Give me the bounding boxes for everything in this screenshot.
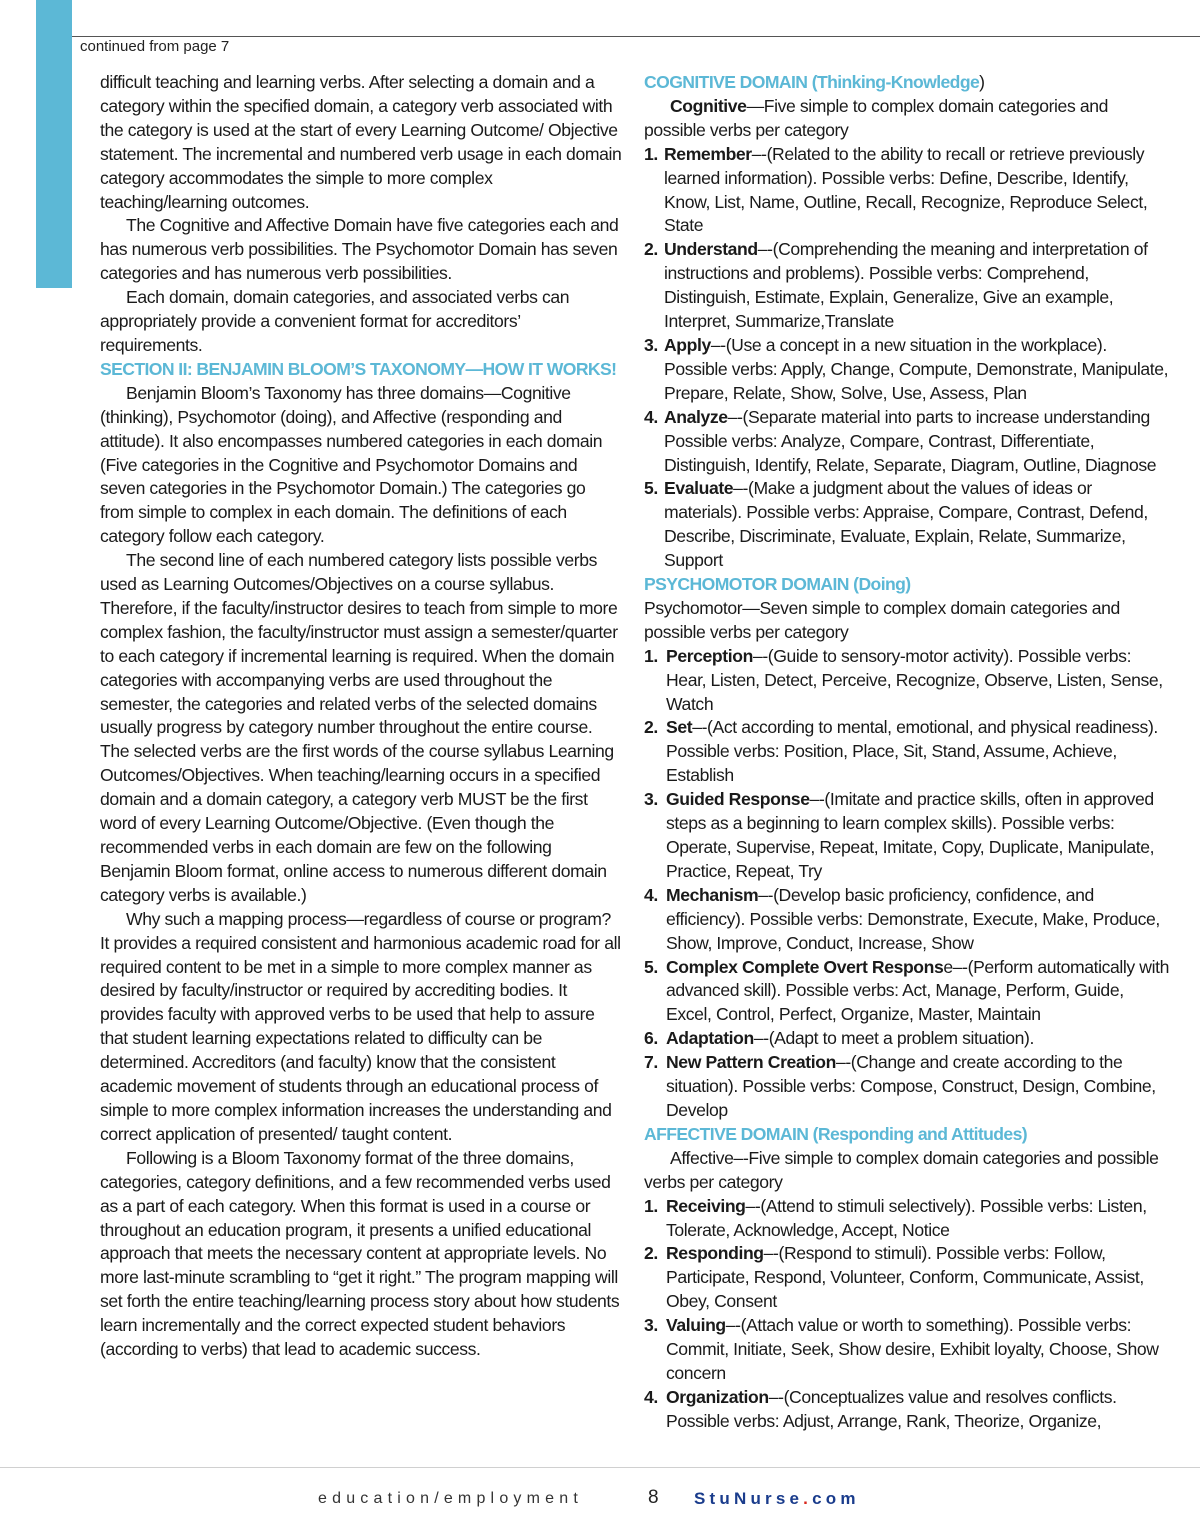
footer-section-label: education/employment [318, 1490, 583, 1507]
list-item: 3. Guided Response–-(Imitate and practice skills, often in approved steps as a beginning to learn complex skills). Possible verbs: Operate, Supervise, Repeat, Imitate, Copy, Duplicate, Manipulate, Practice, Repeat, Try [644, 789, 1155, 881]
affective-intro: Affective–-Five simple to complex domain categories and possible verbs per category [644, 1147, 1159, 1192]
accent-bar [36, 0, 72, 288]
paragraph: Each domain, domain categories, and associated verbs can appropriately provide a convenient format for accreditors’ requirements. [100, 287, 570, 355]
psychomotor-heading: PSYCHOMOTOR DOMAIN (Doing) [644, 574, 911, 595]
list-item: 3. Valuing–-(Attach value or worth to something). Possible verbs: Commit, Initiate, Seek, Show desire, Exhibit loyalty, Choose, Show concern [644, 1315, 1159, 1383]
right-column [644, 71, 1172, 1434]
continued-note: continued from page 7 [80, 38, 230, 55]
paragraph: Why such a mapping process—regardless of course or program? It provides a required consistent and harmonious academic road for all required content to be met in a simple to more complex manner as desired by faculty/instructor or required by accrediting bodies. It provides faculty with approved verbs to be used that help to assure that student learning expectations related to difficulty can be determined. Accreditors (and faculty) know that the consistent academic movement of students through an educational process of simple to more complex information increases the understanding and correct application of presented/ taught content. [100, 908, 621, 1144]
cognitive-list [644, 143, 1172, 573]
psychomotor-list [644, 645, 1172, 1123]
list-item: 5. Evaluate–-(Make a judgment about the values of ideas or materials). Possible verbs: Appraise, Compare, Contrast, Defend, Describe, Discriminate, Evaluate, Explain, Relate, Summarize, Support [644, 478, 1148, 571]
list-item: 2. Responding–-(Respond to stimuli). Possible verbs: Follow, Participate, Respond, Volunteer, Conform, Communicate, Assist, Obey, Consent [644, 1243, 1144, 1312]
list-item: 1. Remember–-(Related to the ability to recall or retrieve previously learned information). Possible verbs: Define, Describe, Identify, Know, List, Name, Outline, Recall, Recognize, Reproduce Select, State [644, 143, 1148, 236]
cognitive-heading: COGNITIVE DOMAIN (Thinking-Knowledge) [644, 72, 985, 92]
paragraph: The second line of each numbered category lists possible verbs used as Learning Outcomes/Objectives on a course syllabus. Therefore, if the faculty/instructor desires to teach from simple to more complex fashion, the faculty/instructor must assign a semester/quarter to each category if incremental learning is required. When the domain categories with accompanying verbs are used throughout the semester, the categories and related verbs of the selected domains usually progress by category number throughout the entire course. The selected verbs are the first words of the course syllabus Learning Outcomes/Objectives. When teaching/learning occurs in a specified domain and a domain category, a category verb MUST be the first word of every Learning Outcome/Objective. (Even though the recommended verbs in each domain are few on the following Benjamin Bloom format, online access to numerous different domain category verbs is available.) [100, 550, 618, 905]
paragraph: difficult teaching and learning verbs. After selecting a domain and a category within the specified domain, a category verb associated with the category is used at the start of every Learning Outcome/ Objective statement. The incremental and numbered verb usage in each domain category accommodates the simple to more complex teaching/learning outcomes. [100, 72, 622, 212]
list-item: 4. Organization–-(Conceptualizes value and resolves conflicts. Possible verbs: Adjust, Arrange, Rank, Theorize, Organize, [644, 1386, 1117, 1431]
footer-rule [0, 1467, 1200, 1468]
top-rule [72, 36, 1200, 37]
list-item: 3. Apply–-(Use a concept in a new situation in the workplace). Possible verbs: Apply, Change, Compute, Demonstrate, Manipulate, Prepare, Relate, Show, Solve, Use, Assess, Plan [644, 334, 1169, 403]
psychomotor-intro: Psychomotor—Seven simple to complex domain categories and possible verbs per category [644, 597, 1120, 642]
section-heading: SECTION II: BENJAMIN BLOOM’S TAXONOMY—HOW IT WORKS! [100, 358, 617, 379]
list-item: 6. Adaptation–-(Adapt to meet a problem situation). [644, 1028, 1035, 1049]
cognitive-intro: Cognitive—Five simple to complex domain categories and possible verbs per category [644, 95, 1108, 140]
affective-list [644, 1195, 1172, 1434]
affective-heading: AFFECTIVE DOMAIN (Responding and Attitudes) [644, 1123, 1028, 1144]
brand-logo: StuNurse.com [694, 1489, 860, 1508]
left-column [100, 71, 622, 1362]
list-item: 2. Set–-(Act according to mental, emotional, and physical readiness). Possible verbs: Position, Place, Sit, Stand, Assume, Achieve, Establish [644, 717, 1158, 786]
page-number: 8 [648, 1487, 659, 1508]
list-item: 1. Perception–-(Guide to sensory-motor activity). Possible verbs: Hear, Listen, Detect, Perceive, Recognize, Observe, Listen, Sense, Watch [644, 645, 1163, 714]
list-item: 7. New Pattern Creation–-(Change and create according to the situation). Possible verbs: Compose, Construct, Design, Combine, Develop [644, 1052, 1156, 1120]
paragraph: Following is a Bloom Taxonomy format of the three domains, categories, category definitions, and a few recommended verbs used as a part of each category. When this format is used in a course or throughout an education program, it presents a unified educational approach that meets the necessary content at appropriate levels. No more last-minute scrambling to “get it right.” The program mapping will set forth the entire teaching/learning process story about how students learn incrementally and the correct expected student behaviors (according to verbs) that lead to academic success. [100, 1147, 620, 1360]
page-footer [0, 1486, 1200, 1514]
list-item: 2. Understand–-(Comprehending the meaning and interpretation of instructions and problems). Possible verbs: Comprehend, Distinguish, Estimate, Explain, Generalize, Give an example, Interpret, Summarize,Translate [644, 239, 1148, 332]
list-item: 4. Mechanism–-(Develop basic proficiency, confidence, and efficiency). Possible verbs: Demonstrate, Execute, Make, Produce, Show, Improve, Conduct, Increase, Show [644, 884, 1160, 953]
list-item: 4. Analyze–-(Separate material into parts to increase understanding Possible verbs: Analyze, Compare, Contrast, Differentiate, Distinguish, Identify, Relate, Separate, Diagram, Outline, Diagnose [644, 406, 1157, 475]
paragraph: The Cognitive and Affective Domain have five categories each and has numerous verb possibilities. The Psychomotor Domain has seven categories and has numerous verb possibilities. [100, 215, 619, 284]
paragraph: Benjamin Bloom’s Taxonomy has three domains—Cognitive (thinking), Psychomotor (doing), and Affective (responding and attitude). It also encompasses numbered categories in each domain (Five categories in the Cognitive and Psychomotor Domains and seven categories in the Psychomotor Domain.) The categories go from simple to complex in each domain. The definitions of each category follow each category. [100, 382, 603, 547]
list-item: 5. Complex Complete Overt Response–-(Perform automatically with advanced skill). Possible verbs: Act, Manage, Perform, Guide, Excel, Control, Perfect, Organize, Master, Maintain [644, 956, 1169, 1025]
list-item: 1. Receiving–-(Attend to stimuli selectively). Possible verbs: Listen, Tolerate, Acknowledge, Accept, Notice [644, 1195, 1147, 1240]
